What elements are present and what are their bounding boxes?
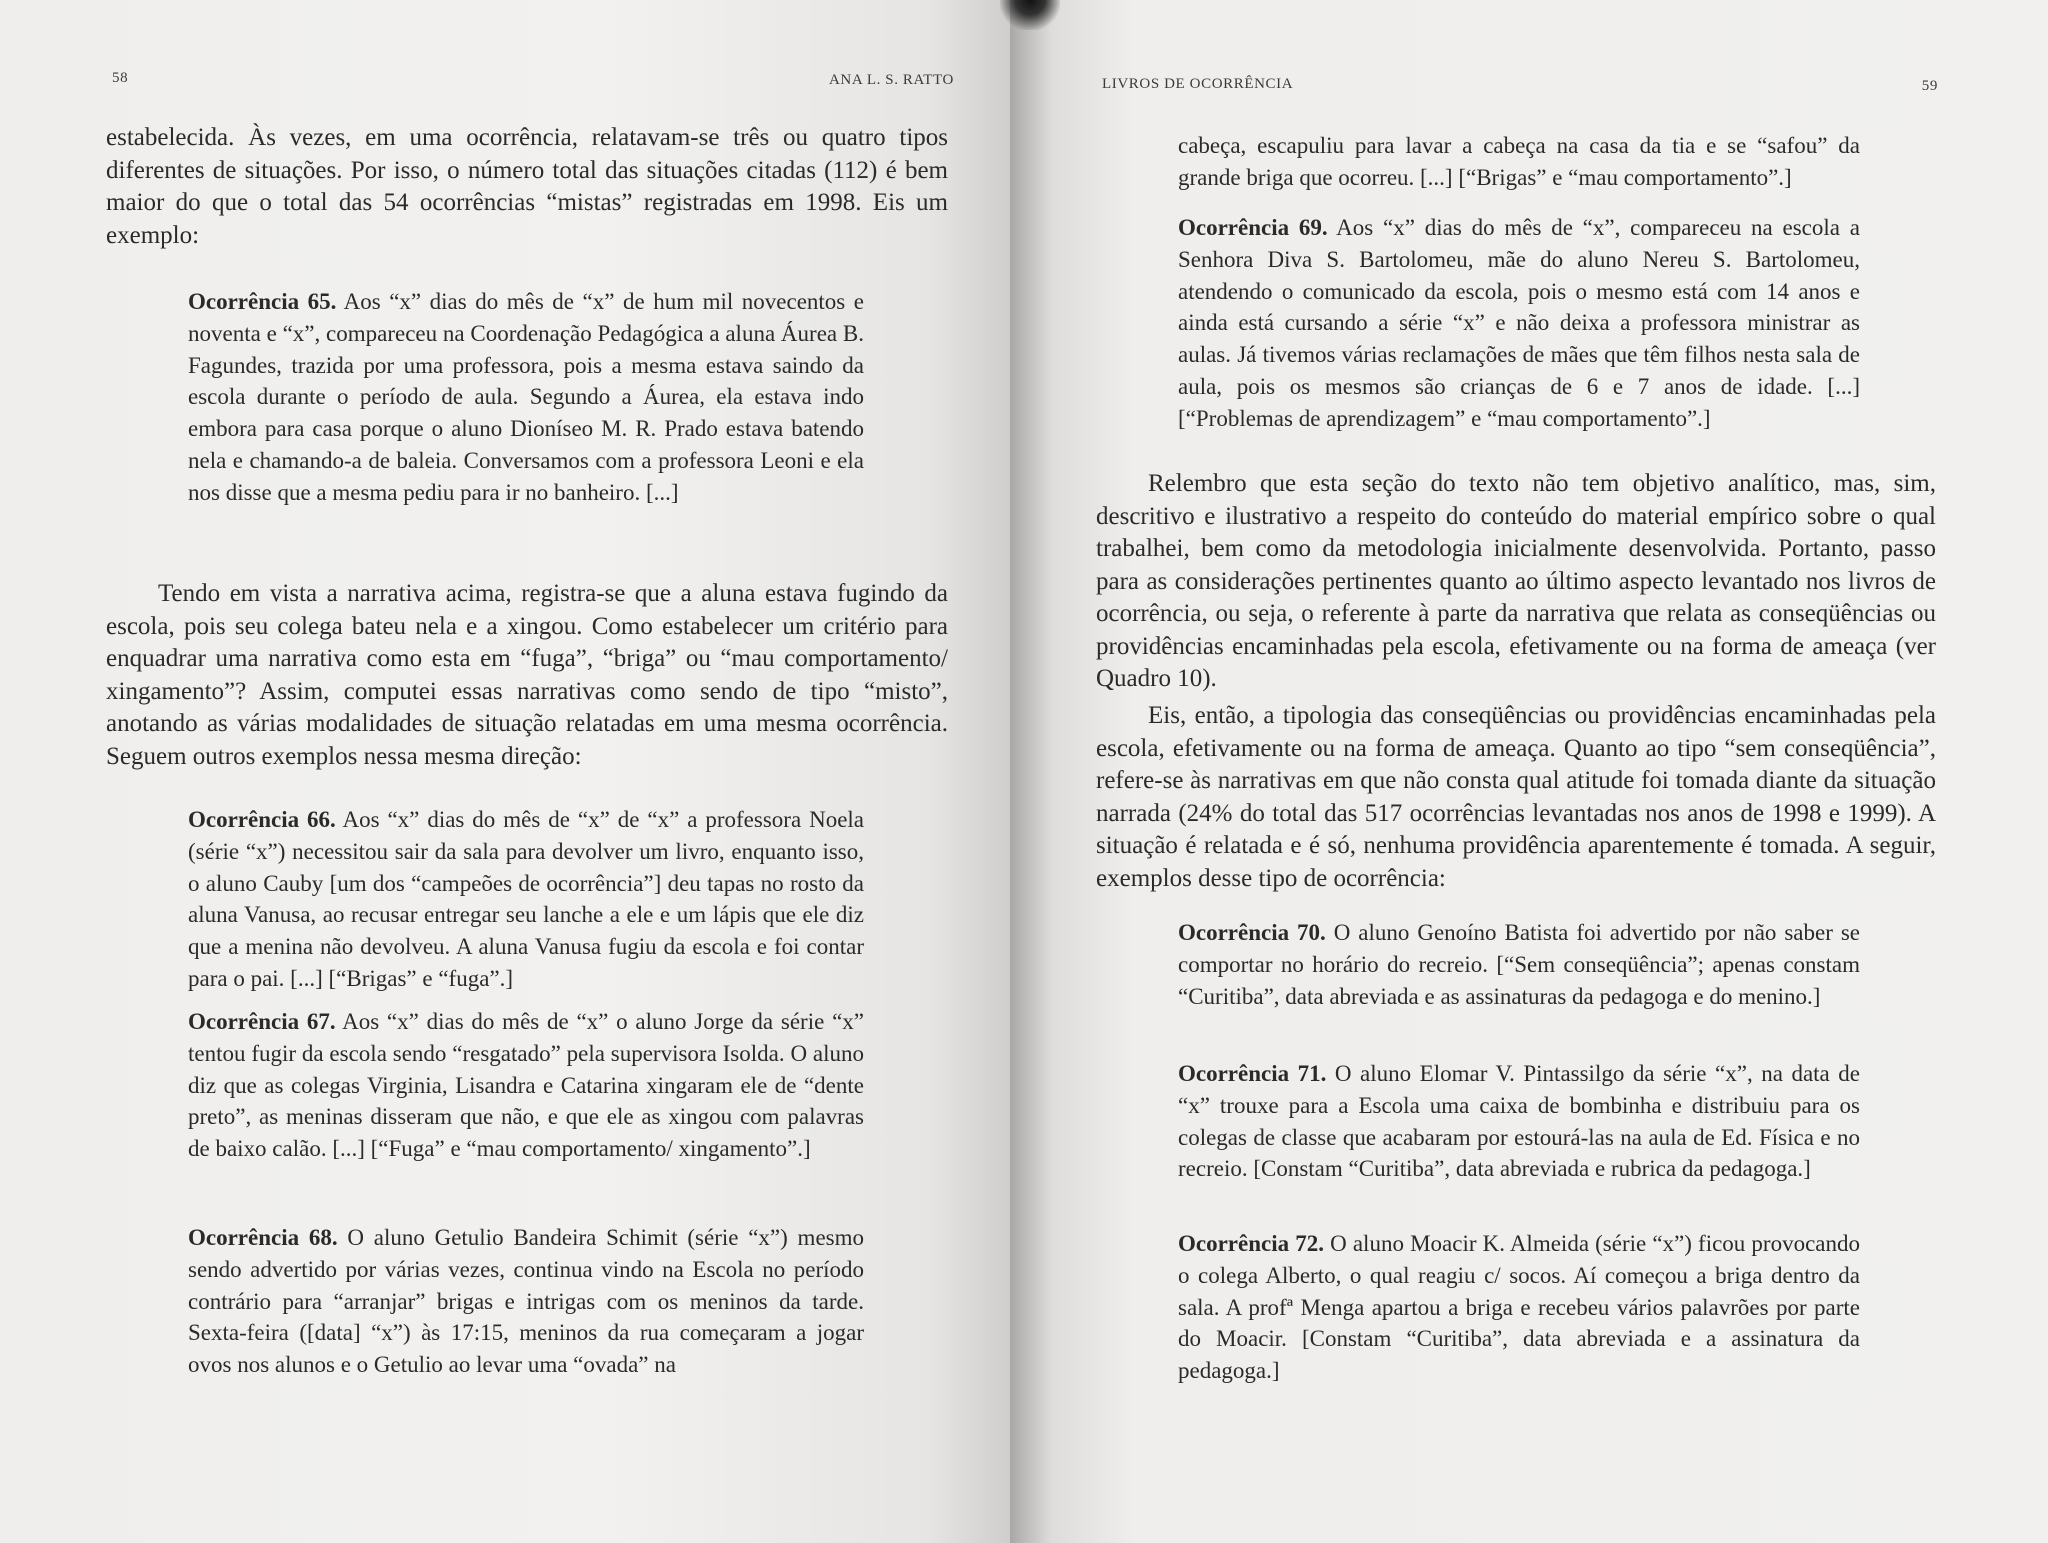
occurrence-68-continued: cabeça, escapuliu para lavar a cabeça na casa da tia e se “safou” da grande briga que ocorreu. [...] [“Brigas” e “mau comportamento”.] <box>1178 133 1860 190</box>
occurrence-text: Aos “x” dias do mês de “x” de hum mil novecentos e noventa e “x”, compareceu na Coordenação Pedagógica a aluna Áurea B. Fagundes, trazida por uma professora, pois a mesma estava saindo da escola durante o período de aula. Segundo a Áurea, ela estava indo embora para casa porque o aluno Dioníseo M. R. Prado estava batendo nela e chamando-a de baleia. Conversamos com a professora Leoni e ela nos disse que a mesma pediu para ir no banheiro. [...] <box>188 289 864 505</box>
occurrence-text: O aluno Elomar V. Pintassilgo da série “x”, na data de “x” trouxe para a Escola uma caixa de bombinha e distribuiu para os colegas de classe que acabaram por estourá-las na aula de Ed. Física e no recreio. [Constam “Curitiba”, data abreviada e rubrica da pedagoga.] <box>1178 1061 1860 1182</box>
paragraph: Relembro que esta seção do texto não tem objetivo analítico, mas, sim, descritivo e ilustrativo a respeito do conteúdo do material empírico sobre o qual trabalhei, bem como da metodologia inicialmente desenvolvida. Portanto, passo para as considerações pertinentes quanto ao último aspecto levantado nos livros de ocorrência, ou seja, o referente à parte da narrativa que relata as conseqüências ou providências encaminhadas pela escola, efetivamente ou na forma de ameaça (ver Quadro 10). <box>1096 470 1936 692</box>
occurrence-text: Aos “x” dias do mês de “x”, compareceu na escola a Senhora Diva S. Bartolomeu, mãe do aluno Nereu S. Bartolomeu, atendendo o comunicado da escola, pois o mesmo está com 14 anos e ainda está cursando a série “x” e não deixa a professora ministrar as aulas. Já tivemos várias reclamações de mães que têm filhos nesta sala de aula, pois os mesmos são crianças de 6 e 7 anos de idade. [...] [“Problemas de aprendizagem” e “mau comportamento”.] <box>1178 215 1860 431</box>
occurrence-label: Ocorrência 70. <box>1178 920 1326 945</box>
occurrence-67 <box>188 1006 864 1165</box>
occurrence-label: Ocorrência 67. <box>188 1009 336 1034</box>
occurrence-text: O aluno Moacir K. Almeida (série “x”) ficou provocando o colega Alberto, o qual reagiu c/ socos. Aí começou a briga dentro da sala. A profª Menga apartou a briga e recebeu vários palavrões por parte do Moacir. [Constam “Curitiba”, data abreviada e a assinatura da pedagoga.] <box>1178 1231 1860 1384</box>
occurrence-69 <box>1178 212 1860 435</box>
occurrence-text: Aos “x” dias do mês de “x” de “x” a professora Noela (série “x”) necessitou sair da sala para devolver um livro, enquanto isso, o aluno Cauby [um dos “campeões de ocorrência”] deu tapas no rosto da aluna Vanusa, ao recusar entregar seu lanche a ele e um lápis que ele diz que a menina não devolveu. A aluna Vanusa fugiu da escola e foi contar para o pai. [...] [“Brigas” e “fuga”.] <box>188 807 864 991</box>
occurrence-text: Aos “x” dias do mês de “x” o aluno Jorge da série “x” tentou fugir da escola sendo “resgatado” pela supervisora Isolda. O aluno diz que as colegas Virginia, Lisandra e Catarina xingaram ele de “dente preto”, as meninas disseram que não, e que ele as xingou com palavras de baixo calão. [...] [“Fuga” e “mau comportamento/ xingamento”.] <box>188 1009 864 1162</box>
occurrence-65 <box>188 286 864 509</box>
paragraph: Tendo em vista a narrativa acima, registra-se que a aluna estava fugindo da escola, pois seu colega bateu nela e a xingou. Como estabelecer um critério para enquadrar uma narrativa como esta em “fuga”, “briga” ou “mau comportamento/ xingamento”? Assim, computei essas narrativas como sendo de tipo “misto”, anotando as várias modalidades de situação relatadas em uma mesma ocorrência. Seguem outros exemplos nessa mesma direção: <box>106 580 948 770</box>
occurrence-66 <box>188 804 864 995</box>
paragraph-block <box>1096 700 1936 895</box>
right-page <box>1010 0 2048 1543</box>
occurrence-70 <box>1178 917 1860 1012</box>
occurrence-label: Ocorrência 69. <box>1178 215 1328 240</box>
occurrence-text: O aluno Getulio Bandeira Schimit (série “x”) mesmo sendo advertido por várias vezes, continua vindo na Escola no período contrário para “arranjar” brigas e intrigas com os meninos da tarde. Sexta-feira ([data] “x”) às 17:15, meninos da rua começaram a jogar ovos nos alunos e o Getulio ao levar uma “ovada” na <box>188 1225 864 1378</box>
occurrence-label: Ocorrência 68. <box>188 1225 338 1250</box>
occurrence-label: Ocorrência 72. <box>1178 1231 1324 1256</box>
occurrence-71 <box>1178 1058 1860 1185</box>
paragraph-block <box>1096 468 1936 696</box>
occurrence-72 <box>1178 1228 1860 1387</box>
page-number: 58 <box>112 70 129 86</box>
occurrence-label: Ocorrência 66. <box>188 807 336 832</box>
occurrence-label: Ocorrência 65. <box>188 289 337 314</box>
running-head: ANA L. S. RATTO <box>829 72 954 88</box>
occurrence-text: O aluno Genoíno Batista foi advertido por não saber se comportar no horário do recreio. [“Sem conseqüência”; apenas constam “Curitiba”, data abreviada e as assinaturas da pedagoga e do menino.] <box>1178 920 1860 1009</box>
running-head: LIVROS DE OCORRÊNCIA <box>1102 76 1294 92</box>
paragraph: Eis, então, a tipologia das conseqüências ou providências encaminhadas pela escola, efetivamente ou na forma de ameaça. Quanto ao tipo “sem conseqüência”, refere-se às narrativas em que não consta qual atitude foi tomada diante da situação narrada (24% do total das 517 ocorrências levantadas nos anos de 1998 e 1999). A situação é relatada e é só, nenhuma providência aparentemente é tomada. A seguir, exemplos desse tipo de ocorrência: <box>1096 702 1936 892</box>
occurrence-label: Ocorrência 71. <box>1178 1061 1327 1086</box>
occurrence-68 <box>188 1222 864 1381</box>
paragraph: estabelecida. Às vezes, em uma ocorrência, relatavam-se três ou quatro tipos diferentes de situações. Por isso, o número total das situações citadas (112) é bem maior do que o total das 54 ocorrências “mistas” registradas em 1998. Eis um exemplo: <box>106 124 948 249</box>
page-number: 59 <box>1921 78 1938 94</box>
binding-shadow <box>1000 0 1060 30</box>
left-page <box>0 0 1010 1543</box>
